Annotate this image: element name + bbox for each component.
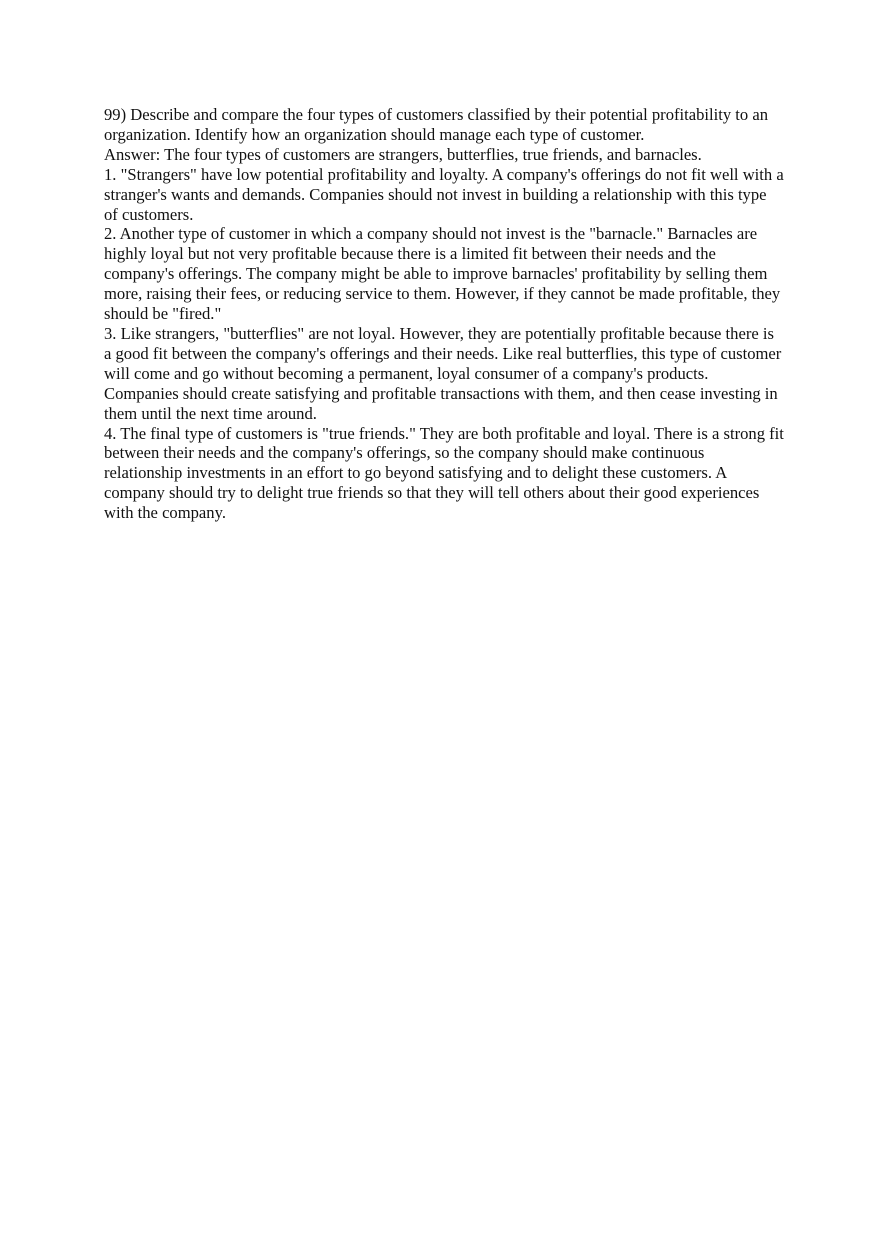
answer-point-true-friends: 4. The final type of customers is "true friends." They are both profitable and loyal. There is a strong fit between their needs and the company's offerings, so the company should make continuous relationship investments in an effort to go beyond satisfying and to delight these customers. A company should try to delight true friends so that they will tell others about their good experiences with the company.	[104, 423, 784, 523]
answer-point-butterflies: 3. Like strangers, "butterflies" are not loyal. However, they are potentially profitable because there is a good fit between the company's offerings and their needs. Like real butterflies, this type of customer will come and go without becoming a permanent, loyal consumer of a company's products. Companies should create satisfying and profitable transactions with them, and then cease investing in them until the next time around.	[104, 323, 782, 423]
question-answer-block	[104, 105, 784, 523]
answer-intro: Answer: The four types of customers are strangers, butterflies, true friends, and barnacles.	[104, 144, 702, 164]
question-text: 99) Describe and compare the four types of customers classified by their potential profitability to an organization. Identify how an organization should manage each type of customer.	[104, 105, 769, 144]
answer-point-strangers: 1. "Strangers" have low potential profitability and loyalty. A company's offerings do not fit well with a stranger's wants and demands. Companies should not invest in building a relationship with this type of customers.	[104, 164, 784, 224]
answer-point-barnacles: 2. Another type of customer in which a company should not invest is the "barnacle." Barnacles are highly loyal but not very profitable because there is a limited fit between their needs and the company's offerings. The company might be able to improve barnacles' profitability by selling them more, raising their fees, or reducing service to them. However, if they cannot be made profitable, they should be "fired."	[104, 224, 781, 324]
